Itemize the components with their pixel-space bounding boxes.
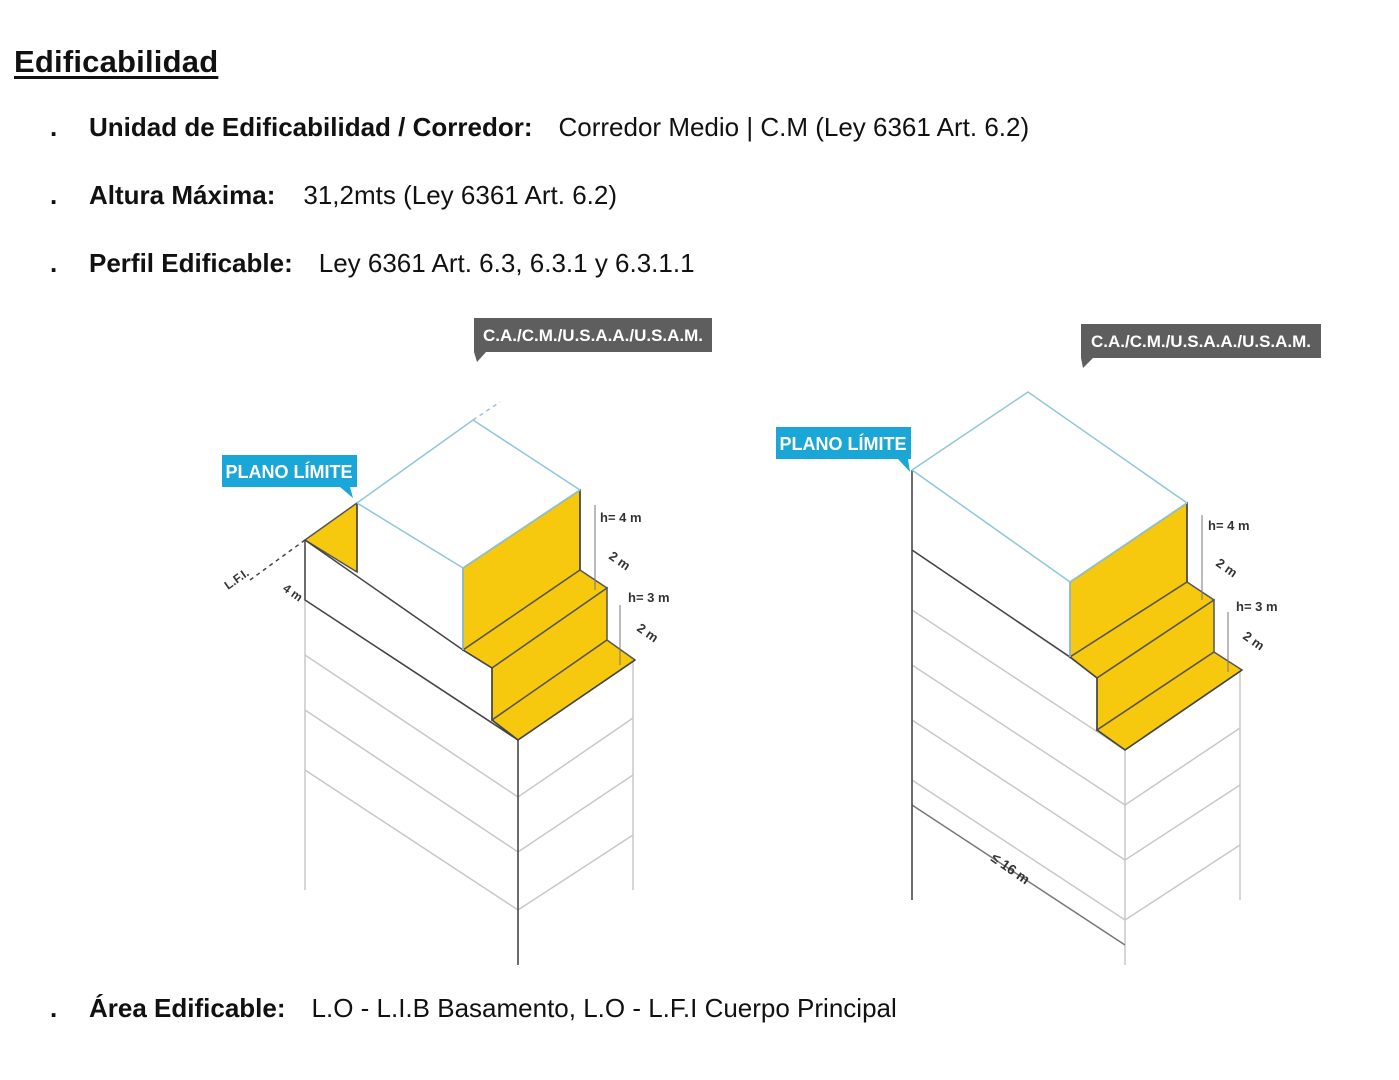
bullet-dot: . — [50, 993, 58, 1023]
item-label: Altura Máxima: — [89, 180, 276, 210]
right-h1-label: h= 4 m — [1208, 518, 1250, 533]
bullet-dot: . — [50, 248, 58, 278]
left-d2-label: 2 m — [634, 620, 662, 646]
list-item-area — [50, 993, 897, 1023]
left-h2-label: h= 3 m — [628, 590, 670, 605]
list-item-perfil — [50, 248, 695, 278]
right-d1-label: 2 m — [1213, 555, 1241, 581]
item-label: Perfil Edificable: — [89, 248, 293, 278]
item-value: L.O - L.I.B Basamento, L.O - L.F.I Cuerpo Principal — [311, 993, 897, 1023]
bullet-dot: . — [50, 112, 58, 142]
left-plano-limite-label: PLANO LÍMITE — [225, 462, 353, 482]
left-zone-tag-pointer — [474, 352, 486, 362]
right-diagram — [776, 324, 1321, 965]
list-item-altura — [50, 180, 617, 210]
right-plano-limite-faces — [1070, 503, 1242, 750]
left-d1-label: 2 m — [606, 548, 634, 574]
left-plano-limite-tag-pointer — [340, 487, 353, 498]
bullet-dot: . — [50, 180, 58, 210]
right-zone-tag-pointer — [1081, 358, 1093, 368]
item-value: Ley 6361 Art. 6.3, 6.3.1 y 6.3.1.1 — [318, 248, 695, 278]
item-label: Unidad de Edificabilidad / Corredor: — [89, 112, 533, 142]
right-d2-label: 2 m — [1240, 628, 1268, 654]
section-title: Edificabilidad — [14, 44, 219, 79]
item-label: Área Edificable: — [89, 993, 286, 1023]
right-lower-floors — [912, 470, 1240, 965]
building-profile-figure — [190, 300, 1340, 975]
right-h2-label: h= 3 m — [1236, 599, 1278, 614]
left-lfi-label: L.F.I. — [221, 565, 252, 593]
right-plano-limite-tag-pointer — [898, 459, 910, 472]
right-plano-limite-label: PLANO LÍMITE — [779, 434, 907, 454]
right-zone-label: C.A./C.M./U.S.A.A./U.S.A.M. — [1090, 332, 1312, 351]
list-item-unidad — [50, 112, 1029, 142]
left-diagram — [222, 318, 712, 965]
left-h1-label: h= 4 m — [600, 510, 642, 525]
left-zone-label: C.A./C.M./U.S.A.A./U.S.A.M. — [482, 326, 704, 345]
right-width-label: ≤ 16 m — [988, 849, 1034, 888]
building-profile-diagrams — [190, 300, 1340, 970]
left-plano-limite-faces — [305, 490, 635, 740]
item-value: 31,2mts (Ley 6361 Art. 6.2) — [303, 180, 618, 210]
item-value: Corredor Medio | C.M (Ley 6361 Art. 6.2) — [558, 112, 1030, 142]
left-depth-label: 4 m — [280, 580, 306, 605]
